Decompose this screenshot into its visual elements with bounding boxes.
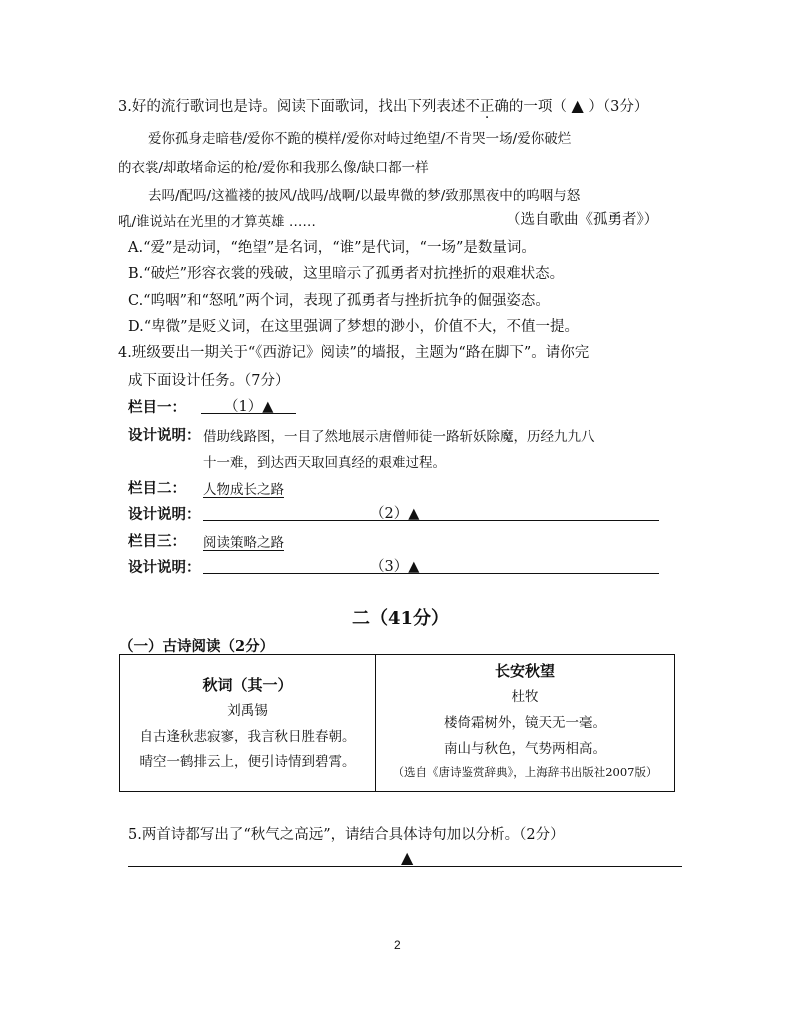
column-3-title: 阅读策略之路 — [203, 535, 284, 551]
poem-2-source: （选自《唐诗鉴赏辞典》，上海辞书出版社2007版） — [392, 765, 658, 779]
poem-2 — [376, 661, 674, 780]
lyric-source: （选自歌曲《孤勇者》） — [506, 212, 659, 228]
lyric-line-4: 吼/谁说站在光里的才算英雄 …… — [118, 214, 316, 230]
section-2-title: 二（41分） — [352, 608, 450, 629]
poem-2-author: 杜牧 — [511, 689, 539, 705]
q3-option-b: B.“破烂”形容衣裳的残破，这里暗示了孤勇者对抗挫折的艰难状态。 — [128, 266, 565, 282]
poem-2-line-1: 楼倚霜树外，镜天无一毫。 — [444, 715, 606, 731]
q3-score: ）（3分） — [588, 99, 649, 115]
poem-table — [119, 654, 675, 792]
poem-1 — [120, 675, 375, 772]
column-2-label: 栏目二： — [128, 480, 186, 497]
design-1-label: 设计说明： — [128, 427, 201, 444]
q5-answer-line — [128, 866, 682, 867]
q3-stem-emphasis: 不正确 — [465, 99, 509, 115]
q3-option-a: A.“爱”是动词，“绝望”是名词，“谁”是代词，“一场”是数量词。 — [128, 240, 536, 256]
design-3-answer-line — [203, 573, 659, 574]
poem-1-title: 秋词（其一） — [202, 676, 293, 694]
section-2-subtitle: （一）古诗阅读（2分） — [119, 638, 275, 655]
lyric-line-2: 的衣裳/却敢堵命运的枪/爱你和我那么像/缺口都一样 — [118, 160, 429, 176]
column-3-label: 栏目三： — [128, 533, 186, 550]
poem-1-line-2: 晴空一鹤排云上，便引诗情到碧霄。 — [139, 754, 356, 770]
poem-1-author: 刘禹锡 — [227, 703, 268, 719]
design-2-blank: （2）▲ — [370, 506, 420, 522]
lyric-line-1: 爱你孤身走暗巷/爱你不跪的模样/爱你对峙过绝望/不肯哭一场/爱你破烂 — [148, 131, 572, 147]
q3-stem-text-b: 的一项（ — [508, 99, 567, 115]
poem-2-line-2: 南山与秋色，气势两相高。 — [444, 741, 606, 757]
q3-option-c: C.“呜咽”和“怒吼”两个词，表现了孤勇者与挫折抗争的倔强姿态。 — [128, 293, 550, 309]
q4-stem-line-2: 成下面设计任务。（7分） — [128, 373, 290, 389]
poem-2-title: 长安秋望 — [494, 662, 555, 680]
design-1-line-2: 十一难，到达西天取回真经的艰难过程。 — [203, 455, 446, 471]
q3-option-d: D.“卑微”是贬义词，在这里强调了梦想的渺小，价值不大，不值一提。 — [128, 319, 580, 335]
design-3-label: 设计说明： — [128, 559, 201, 576]
q4-stem-line-1: 4.班级要出一期关于“《西游记》阅读”的墙报，主题为“路在脚下”。请你完 — [118, 345, 590, 361]
q5-answer-triangle: ▲ — [401, 848, 414, 867]
poem-1-line-1: 自古逢秋悲寂寥，我言秋日胜春朝。 — [139, 729, 356, 745]
q5-stem: 5.两首诗都写出了“秋气之高远”，请结合具体诗句加以分析。（2分） — [128, 827, 565, 843]
q3-stem — [118, 95, 648, 116]
design-2-label: 设计说明： — [128, 506, 201, 523]
answer-triangle: ▲ — [571, 96, 584, 115]
q3-stem-text: 3.好的流行歌词也是诗。阅读下面歌词，找出下列表述 — [118, 99, 466, 115]
design-2-answer-line — [203, 520, 659, 521]
design-1-line-1: 借助线路图，一目了然地展示唐僧师徒一路斩妖除魔，历经九九八 — [203, 429, 595, 445]
column-2-title: 人物成长之路 — [203, 482, 284, 498]
column-1-label: 栏目一： — [128, 399, 186, 416]
lyric-line-3: 去吗/配吗/这褴褛的披风/战吗/战啊/以最卑微的梦/致那黑夜中的呜咽与怒 — [148, 188, 581, 204]
design-3-blank: （3）▲ — [370, 559, 420, 575]
column-1-blank: （1）▲ — [224, 399, 274, 415]
page-number: 2 — [394, 938, 401, 952]
